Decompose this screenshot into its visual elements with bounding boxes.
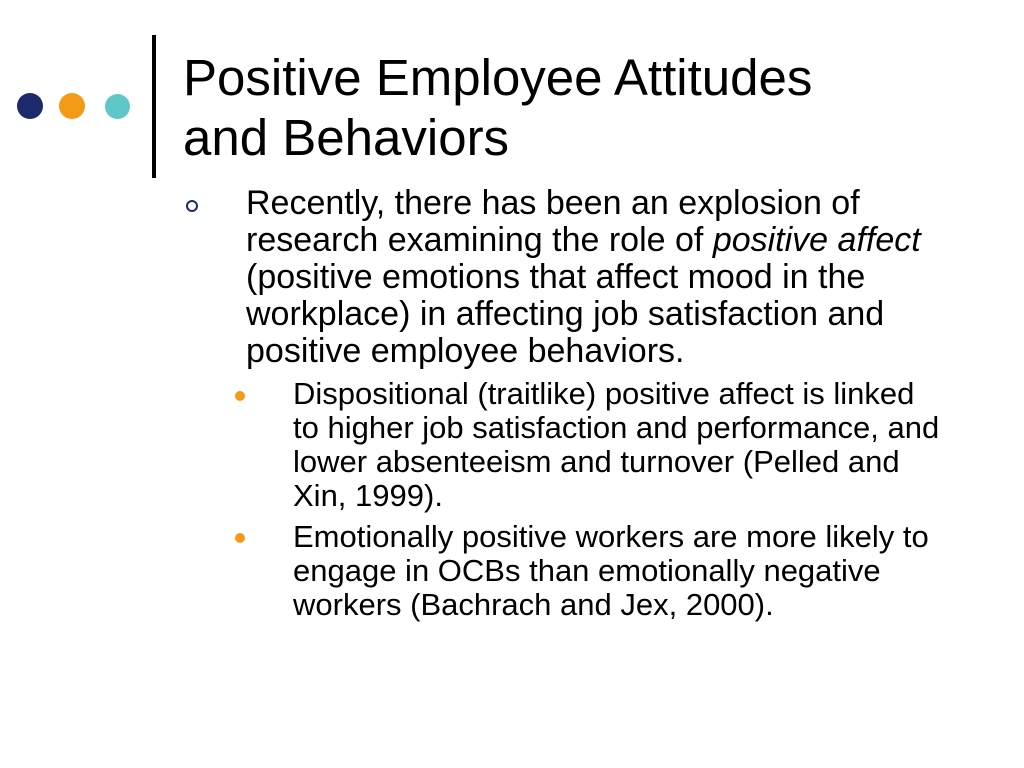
filled-circle-bullet-icon xyxy=(235,533,245,543)
orange-dot-icon xyxy=(59,93,85,119)
sub-bullet-2-line-1: Emotionally positive workers are more likely to xyxy=(293,519,929,554)
sub-bullet-1-text xyxy=(293,377,939,513)
sub-bullet-1-line-1: Dispositional (traitlike) positive affect is linked xyxy=(293,376,915,411)
filled-circle-bullet-icon xyxy=(235,391,245,401)
emphasis-positive-affect: positive affect xyxy=(712,221,921,259)
sub-bullet-2-text xyxy=(293,520,929,622)
slide-title xyxy=(183,48,812,168)
sub-bullet-2-line-3: workers (Bachrach and Jex, 2000). xyxy=(293,587,774,622)
hollow-circle-bullet-icon xyxy=(186,200,198,212)
sub-bullet-1-line-4: Xin, 1999). xyxy=(293,478,443,513)
main-bullet-text xyxy=(246,185,921,370)
main-bullet-line-2-text: research examining the role of xyxy=(246,221,713,259)
slide-title-line-1: Positive Employee Attitudes xyxy=(183,49,813,106)
sub-bullet-1-line-2: to higher job satisfaction and performance, and xyxy=(293,410,940,445)
main-bullet-line-3: (positive emotions that affect mood in the xyxy=(246,258,866,296)
sub-bullet-1-line-3: lower absenteeism and turnover (Pelled and xyxy=(293,444,900,479)
navy-dot-icon xyxy=(17,93,43,119)
main-bullet-line-1: Recently, there has been an explosion of xyxy=(246,184,860,222)
main-bullet-line-4: workplace) in affecting job satisfaction and xyxy=(246,295,885,333)
teal-dot-icon xyxy=(105,94,130,119)
sub-bullet-2-line-2: engage in OCBs than emotionally negative xyxy=(293,553,881,588)
main-bullet-line-2 xyxy=(246,222,921,259)
slide-title-line-2: and Behaviors xyxy=(183,109,510,166)
main-bullet-line-5: positive employee behaviors. xyxy=(246,332,685,370)
title-divider-line xyxy=(152,35,156,178)
